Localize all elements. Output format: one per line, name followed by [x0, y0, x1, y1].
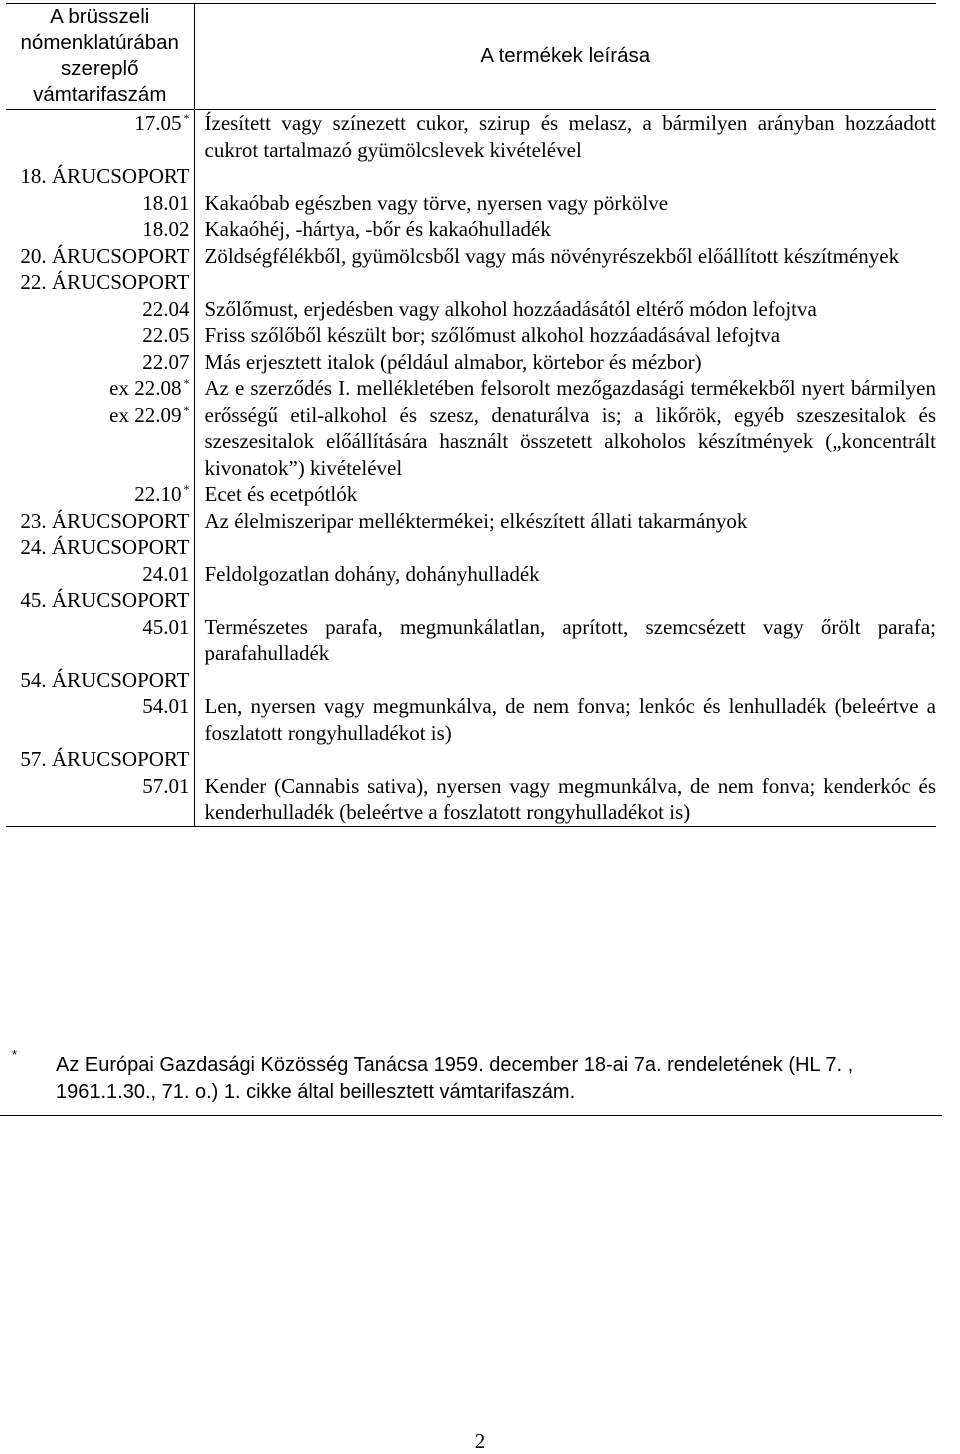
- product-description: [194, 163, 936, 190]
- header-code-column: A brüsszeli nómenklatúrában szereplő vámtarifaszám: [6, 4, 194, 110]
- tariff-code: [6, 561, 190, 588]
- tariff-code: [6, 190, 190, 217]
- tariff-code-text: 22.05: [142, 323, 190, 347]
- tariff-table: [6, 3, 936, 827]
- tariff-code: [6, 746, 190, 773]
- table-row: [6, 587, 936, 614]
- tariff-code-cell: [6, 349, 194, 376]
- tariff-code: [6, 534, 190, 561]
- tariff-code: [6, 296, 190, 323]
- tariff-code-cell: [6, 773, 194, 827]
- tariff-code: [6, 163, 190, 190]
- tariff-code-text: 22.10: [134, 482, 182, 506]
- tariff-code-text: 54. ÁRUCSOPORT: [20, 667, 190, 692]
- footnote-reference: *: [183, 482, 190, 496]
- tariff-code-cell: [6, 216, 194, 243]
- tariff-code: [6, 667, 190, 694]
- product-description: Ízesített vagy színezett cukor, szirup és melasz, a bármilyen arányban hozzáadott cukrot tartalmazó gyümölcslevek kivételével: [204, 111, 936, 162]
- table-row: [6, 614, 936, 667]
- product-description: Kender (Cannabis sativa), nyersen vagy megmunkálva, de nem fonva; kenderkóc és kenderhulladék (beleértve a foszlatott rongyhulladékot is): [194, 773, 936, 827]
- table-row: [6, 667, 936, 694]
- tariff-rows: [6, 110, 936, 827]
- tariff-code-cell: [6, 243, 194, 270]
- table-row: [6, 375, 936, 481]
- tariff-code-cell: [6, 375, 194, 481]
- table-row: [6, 243, 936, 270]
- tariff-code: [6, 349, 190, 376]
- tariff-code: [6, 243, 190, 270]
- tariff-code: [6, 587, 190, 614]
- tariff-code-text: 18. ÁRUCSOPORT: [20, 164, 190, 188]
- tariff-code-text: 22. ÁRUCSOPORT: [20, 270, 190, 294]
- tariff-code-cell: [6, 322, 194, 349]
- table-row: [6, 110, 936, 164]
- tariff-code-cell: [6, 746, 194, 773]
- tariff-code-cell: [6, 190, 194, 217]
- table-row: [6, 190, 936, 217]
- tariff-code-text: 17.05: [134, 111, 182, 135]
- table-row: [6, 508, 936, 535]
- product-description: Len, nyersen vagy megmunkálva, de nem fonva; lenkóc és lenhulladék (beleértve a foszlatott rongyhulladékot is): [204, 694, 936, 745]
- footnote-separator: [0, 1115, 942, 1116]
- tariff-code-text: 18.01: [142, 190, 190, 215]
- tariff-code-text: 57.01: [142, 773, 190, 798]
- tariff-code: [6, 375, 190, 402]
- tariff-code-cell: [6, 587, 194, 614]
- footnote-reference: *: [183, 376, 190, 390]
- tariff-code-text: 23. ÁRUCSOPORT: [20, 508, 190, 533]
- product-description: [194, 746, 936, 773]
- tariff-code-text: 22.04: [142, 296, 190, 321]
- tariff-code: [6, 481, 190, 508]
- table-row: [6, 746, 936, 773]
- page-number: 2: [474, 1429, 486, 1453]
- table-row: [6, 773, 936, 827]
- tariff-code-cell: [6, 614, 194, 667]
- product-description: Szőlőmust, erjedésben vagy alkohol hozzáadásától eltérő módon lefojtva: [204, 296, 817, 321]
- product-description: Az élelmiszeripar melléktermékei; elkészített állati takarmányok: [204, 508, 748, 533]
- tariff-code: [6, 508, 190, 535]
- tariff-code-text: 54.01: [142, 694, 190, 718]
- tariff-code-text: 20. ÁRUCSOPORT: [20, 243, 190, 268]
- table-row: [6, 322, 936, 349]
- tariff-code-text: 24. ÁRUCSOPORT: [20, 535, 190, 559]
- table-row: [6, 269, 936, 296]
- product-description: [194, 667, 936, 694]
- tariff-code-cell: [6, 508, 194, 535]
- product-description: Természetes parafa, megmunkálatlan, aprított, szemcsézett vagy őrölt parafa; parafahulladék: [204, 614, 936, 665]
- tariff-code: [6, 216, 190, 243]
- footnote: [6, 1047, 936, 1106]
- tariff-code: [6, 110, 190, 137]
- tariff-code: [6, 614, 190, 641]
- tariff-code-cell: [6, 534, 194, 561]
- product-description: [194, 269, 936, 296]
- table-row: [6, 534, 936, 561]
- tariff-code-text: ex 22.08: [109, 376, 182, 400]
- tariff-code: [6, 773, 190, 800]
- header-description-column: A termékek leírása: [194, 4, 936, 110]
- table-row: [6, 561, 936, 588]
- tariff-code-cell: [6, 667, 194, 694]
- tariff-code-cell: [6, 269, 194, 296]
- tariff-code-cell: [6, 561, 194, 588]
- product-description: Friss szőlőből készült bor; szőlőmust alkohol hozzáadásával lefojtva: [204, 323, 781, 347]
- tariff-code-cell: [6, 296, 194, 323]
- tariff-code: [6, 322, 190, 349]
- tariff-code-text: 45.01: [142, 614, 190, 639]
- product-description: Ecet és ecetpótlók: [204, 482, 358, 506]
- table-row: [6, 481, 936, 508]
- table-row: [6, 693, 936, 746]
- tariff-code: [6, 402, 190, 429]
- tariff-code-cell: [6, 163, 194, 190]
- tariff-code-text: 22.07: [142, 349, 190, 374]
- footnote-reference: *: [183, 111, 190, 125]
- product-description: Feldolgozatlan dohány, dohányhulladék: [204, 561, 540, 586]
- product-description: [194, 534, 936, 561]
- footnote-mark: *: [12, 1047, 18, 1062]
- tariff-code-cell: [6, 110, 194, 164]
- tariff-code-text: 45. ÁRUCSOPORT: [20, 588, 190, 612]
- tariff-code-cell: [6, 481, 194, 508]
- tariff-code-text: 24.01: [142, 561, 190, 586]
- product-description: Más erjesztett italok (például almabor, körtebor és mézbor): [204, 349, 702, 374]
- table-row: [6, 296, 936, 323]
- product-description: Az e szerződés I. mellékletében felsorolt mezőgazdasági termékekből nyert bármilyen erősségű etil-alkohol és szesz, denaturálva is; a likőrök, egyéb szeszesitalok és szeszesitalok előállítására használt összetett alkoholos készítmények („koncentrált kivonatok”) kivételével: [204, 376, 936, 480]
- tariff-code-cell: [6, 693, 194, 746]
- tariff-code-text: 57. ÁRUCSOPORT: [20, 747, 190, 771]
- product-description: Zöldségfélékből, gyümölcsből vagy más növényrészekből előállított készítmények: [204, 243, 900, 268]
- table-row: [6, 163, 936, 190]
- footnote-reference: *: [183, 402, 190, 417]
- tariff-code-text: ex 22.09: [109, 402, 182, 427]
- product-description: Kakaóhéj, -hártya, -bőr és kakaóhulladék: [204, 217, 551, 241]
- table-header-row: [6, 4, 936, 110]
- tariff-code: [6, 269, 190, 296]
- tariff-code-text: 18.02: [142, 217, 190, 241]
- footnote-text: Az Európai Gazdasági Közösség Tanácsa 1959. december 18-ai 7a. rendeletének (HL 7. , 1961.1.30., 71. o.) 1. cikke által beillesztett vámtarifaszám.: [56, 1054, 854, 1103]
- table-row: [6, 349, 936, 376]
- tariff-code: [6, 693, 190, 720]
- table-row: [6, 216, 936, 243]
- product-description: Kakaóbab egészben vagy törve, nyersen vagy pörkölve: [204, 190, 669, 215]
- product-description: [194, 587, 936, 614]
